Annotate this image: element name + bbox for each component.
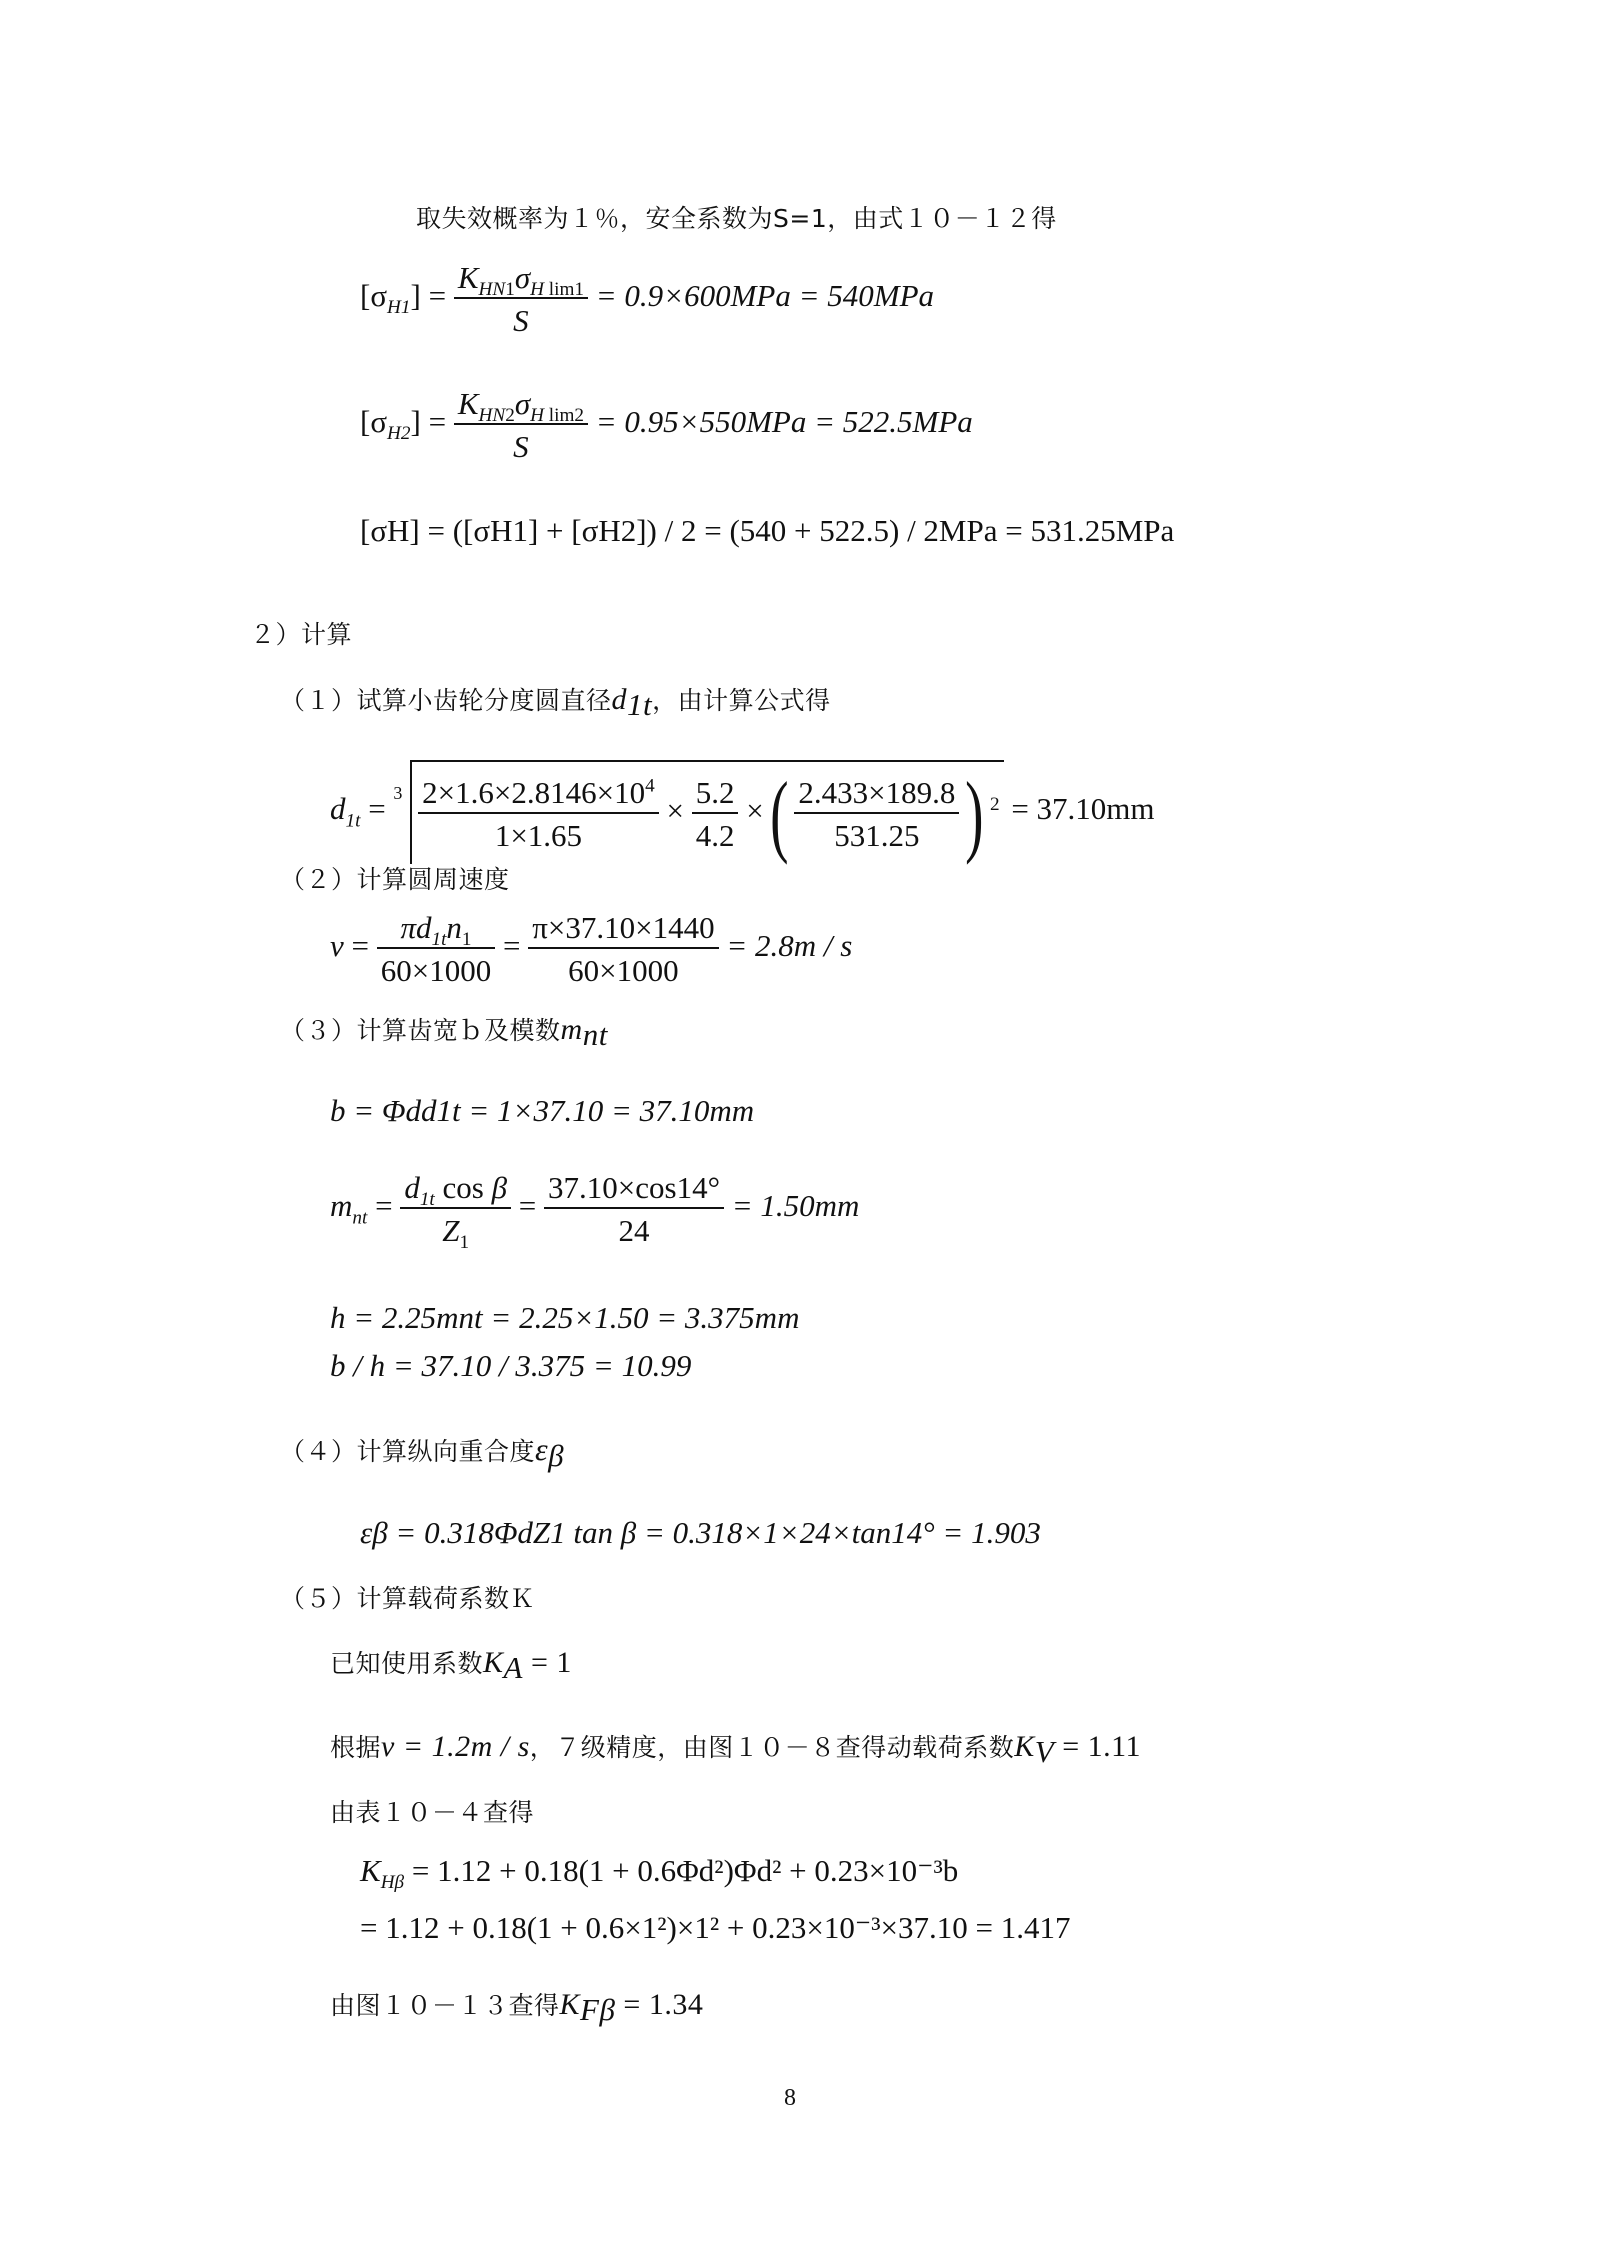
- equation-mnt: $m_{nt}$ = $\frac{d_{1t} \cos \beta}{Z_1}$ = $\frac{37.10\times\cos 14^\circ}{24}$ = 1.50mm: [330, 1170, 860, 1254]
- step2-heading: （２）计算圆周速度: [280, 865, 510, 894]
- equation-b-over-h: b / h = 37.10 / 3.375 = 10.99: [330, 1348, 692, 1383]
- velocity-fraction-2: $\frac{\pi\times 37.10\times 1440}{60\times 1000}$: [528, 912, 718, 986]
- step4-heading: （４）计算纵向重合度$\varepsilon_\beta$: [280, 1431, 565, 1473]
- equation-khb-2: = 1.12 + 0.18(1 + 0.6×1²)×1² + 0.23×10⁻³×37.10 = 1.417: [360, 1910, 1071, 1945]
- d1t-result: = 37.10mm: [1011, 791, 1155, 827]
- sigma-h1-lhs: $[\sigma_{H1}]$ =: [360, 278, 447, 319]
- equation-khb-1: $K_{H\beta} = 1.12 + 0.18(1 + 0.6\Phi d^2)\Phi d^2 + 0.23\times 10^{-3}b$: [360, 1853, 959, 1894]
- equation-h: h = 2.25mnt = 2.25×1.50 = 3.375mm: [330, 1300, 800, 1335]
- equation-velocity: v = $\frac{\pi d_{1t}n_1}{60\times 1000}$ = $\frac{\pi\times 37.10\times 1440}{60\times 1000}$ = 2.8m / s: [330, 910, 853, 988]
- mnt-fraction-2: $\frac{37.10\times\cos 14^\circ}{24}$: [544, 1172, 724, 1246]
- sigma-h2-fraction: $\frac{K_{HN2}\sigma_{H lim2}}{S}$: [454, 388, 588, 462]
- mnt-fraction-1: $\frac{d_{1t} \cos \beta}{Z_1}$: [400, 1172, 511, 1246]
- table-lookup-line: 由表１０－４查得: [330, 1798, 535, 1827]
- intro-text: 取失效概率为１％，安全系数为S=1，由式１０－１２得: [416, 204, 1057, 233]
- section-heading-calculation: ２）计算: [250, 620, 353, 649]
- equation-sigma-h: [σH] = ([σH1] + [σH2]) / 2 = (540 + 522.5) / 2MPa = 531.25MPa: [360, 513, 1175, 548]
- equation-sigma-h1: [360, 262, 934, 336]
- kfb-line: 由图１０－１３查得$K_{F\beta} = 1.34$: [330, 1988, 704, 2027]
- kv-line: 根据v = 1.2m / s，７级精度，由图１０－８查得动载荷系数$K_V = 1.11$: [330, 1730, 1142, 1769]
- step1-heading: （１）试算小齿轮分度圆直径$d_{1t}$，由计算公式得: [280, 683, 831, 722]
- mnt-result: = 1.50mm: [731, 1188, 860, 1224]
- sigma-h2-lhs: $[\sigma_{H2}]$ =: [360, 404, 447, 445]
- page-number: 8: [784, 2085, 796, 2111]
- equation-d1t: $d_{1t} = ^3$ $\frac{2\times 1.6\times 2.8146\times 10^4}{1\times 1.65}$ × $\frac{5.2}{4.2}$ ×( $\frac{2.433\times 189.8}{531.25}$ ) $^2$ = 37.10mm: [330, 760, 1155, 864]
- equation-sigma-h2: [360, 388, 973, 462]
- velocity-result: = 2.8m / s: [726, 928, 853, 964]
- velocity-fraction-1: $\frac{\pi d_{1t}n_1}{60\times 1000}$: [377, 912, 495, 986]
- sigma-h1-result: = 0.9×600MPa = 540MPa: [595, 278, 935, 314]
- sigma-h1-fraction: $\frac{K_{HN1}\sigma_{H lim1}}{S}$: [454, 262, 588, 336]
- equation-epsilon-beta: εβ = 0.318ΦdZ1 tan β = 0.318×1×24×tan14° = 1.903: [360, 1515, 1041, 1550]
- d1t-fraction-1: $\frac{2\times 1.6\times 2.8146\times 10^4}{1\times 1.65}$: [418, 777, 659, 851]
- step5-heading: （５）计算载荷系数Ｋ: [280, 1584, 536, 1613]
- d1t-fraction-3: $\frac{2.433\times 189.8}{531.25}$: [794, 777, 959, 851]
- equation-b: b = Φdd1t = 1×37.10 = 37.10mm: [330, 1093, 755, 1128]
- step3-heading: （３）计算齿宽ｂ及模数$m_{nt}$: [280, 1013, 608, 1052]
- sigma-h2-result: = 0.95×550MPa = 522.5MPa: [595, 404, 973, 440]
- ka-line: 已知使用系数$K_A = 1$: [330, 1646, 572, 1685]
- d1t-fraction-2: $\frac{5.2}{4.2}$: [692, 777, 739, 851]
